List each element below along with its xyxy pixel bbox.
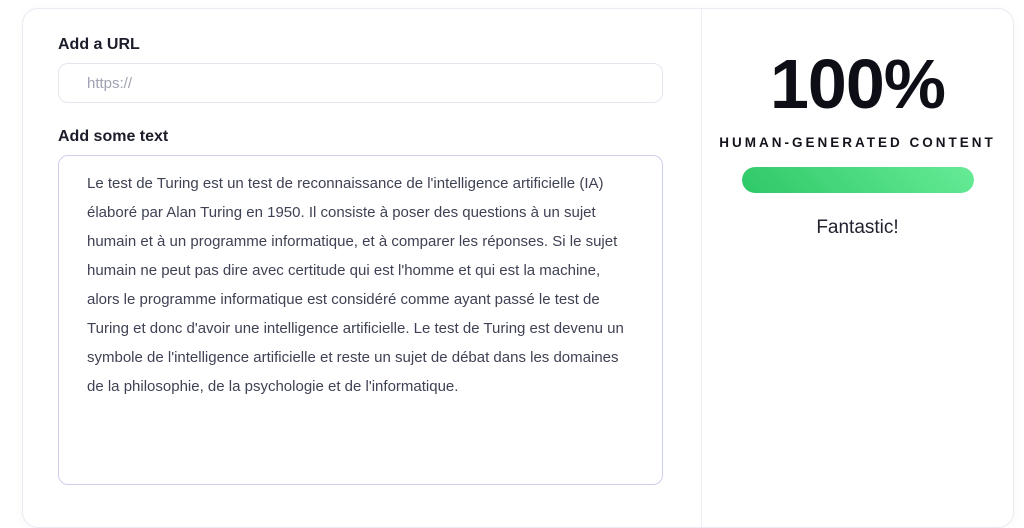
detection-result-section <box>701 9 1013 527</box>
score-percentage: 100% <box>769 45 946 123</box>
text-input-area[interactable] <box>58 155 663 485</box>
content-detector-card <box>22 8 1014 528</box>
spacer <box>58 103 663 127</box>
text-field-label: Add some text <box>58 128 169 145</box>
input-form-section <box>23 9 701 527</box>
url-field-label: Add a URL <box>58 36 140 53</box>
url-input[interactable] <box>58 63 663 103</box>
score-progress-fill <box>742 167 974 193</box>
score-progress-track <box>742 167 974 193</box>
result-message: Fantastic! <box>816 217 899 238</box>
score-caption: HUMAN-GENERATED CONTENT <box>719 135 996 150</box>
